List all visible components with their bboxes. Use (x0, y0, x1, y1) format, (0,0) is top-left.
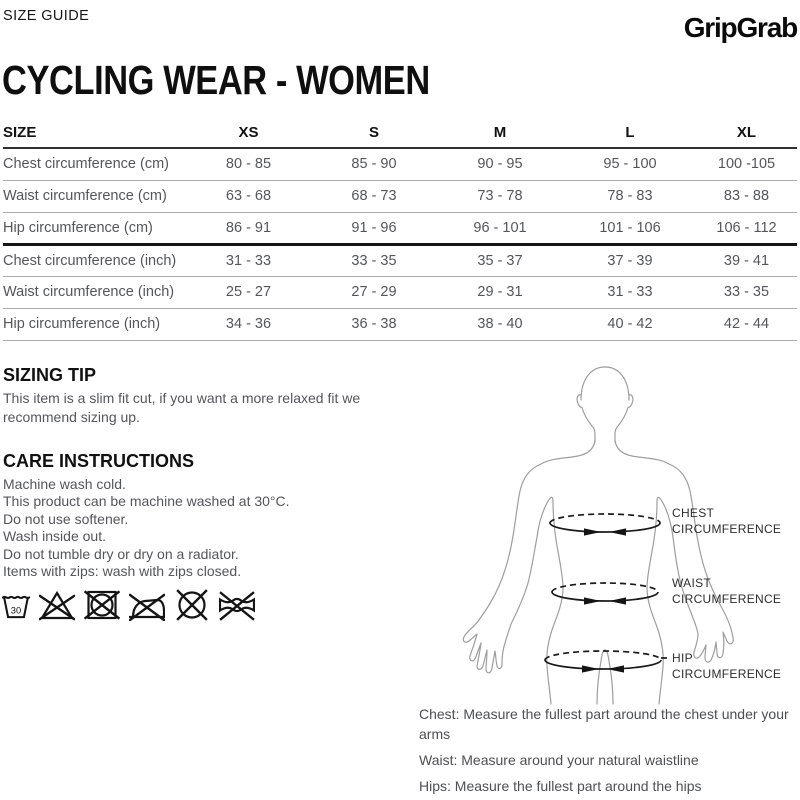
page-eyebrow: SIZE GUIDE (3, 8, 90, 24)
size-table-header-row (3, 118, 797, 148)
care-line: Machine wash cold. (3, 476, 126, 492)
waist-measure-line (552, 583, 658, 605)
do-not-bleach-icon (39, 589, 75, 621)
cell-value: 68 - 73 (312, 180, 436, 212)
col-header-xs: XS (185, 118, 312, 148)
page-title: CYCLING WEAR - WOMEN (2, 57, 430, 103)
care-line: Items with zips: wash with zips closed. (3, 563, 242, 580)
row-label: Hip circumference (inch) (3, 308, 185, 340)
care-line: Wash inside out. (3, 528, 106, 545)
cell-value: 78 - 83 (564, 180, 696, 212)
do-not-dry-clean-icon (174, 589, 210, 621)
chest-note: Chest: Measure the fullest part around the chest under your arms (419, 706, 789, 742)
cell-value: 31 - 33 (185, 244, 312, 276)
table-row (3, 244, 797, 276)
care-instructions-text (3, 476, 290, 580)
do-not-iron-icon (129, 589, 165, 621)
care-line: This product can be machine washed at 30°C. (3, 493, 290, 510)
table-row (3, 308, 797, 340)
cell-value: 83 - 88 (696, 180, 797, 212)
cell-value: 85 - 90 (312, 148, 436, 180)
machine-wash-30-icon (2, 589, 30, 621)
sizing-tip-line: This item is a slim fit cut, if you want a more relaxed fit we (3, 390, 361, 406)
cell-value: 33 - 35 (312, 244, 436, 276)
care-instructions-heading: CARE INSTRUCTIONS (3, 451, 195, 471)
cell-value: 100 -105 (696, 148, 797, 180)
col-header-xl: XL (696, 118, 797, 148)
cell-value: 29 - 31 (436, 276, 564, 308)
cell-value: 27 - 29 (312, 276, 436, 308)
do-not-tumble-dry-icon (84, 589, 120, 621)
sizing-tip-text (3, 389, 360, 427)
cell-value: 31 - 33 (564, 276, 696, 308)
care-line: Do not tumble dry or dry on a radiator. (3, 545, 239, 562)
care-line: Do not use softener. (3, 510, 129, 527)
chest-circumference-label: CHEST CIRCUMFERENCE (672, 506, 782, 536)
size-table (3, 118, 797, 341)
cell-value: 95 - 100 (564, 148, 696, 180)
row-label: Chest circumference (inch) (3, 244, 185, 276)
cell-value: 25 - 27 (185, 276, 312, 308)
cell-value: 80 - 85 (185, 148, 312, 180)
cell-value: 101 - 106 (564, 212, 696, 244)
cell-value: 40 - 42 (564, 308, 696, 340)
row-label: Hip circumference (cm) (3, 212, 185, 244)
table-row (3, 276, 797, 308)
sizing-tip-line: recommend sizing up. (3, 409, 140, 425)
wash-temperature-label: 30 (10, 605, 22, 616)
waist-circumference-label: WAIST CIRCUMFERENCE (672, 576, 782, 606)
cell-value: 91 - 96 (312, 212, 436, 244)
col-header-m: M (436, 118, 564, 148)
row-label: Waist circumference (cm) (3, 180, 185, 212)
measurement-notes (419, 704, 797, 800)
row-label: Waist circumference (inch) (3, 276, 185, 308)
do-not-wring-icon (219, 589, 255, 621)
cell-value: 42 - 44 (696, 308, 797, 340)
cell-value: 34 - 36 (185, 308, 312, 340)
sizing-tip-heading: SIZING TIP (3, 365, 97, 385)
cell-value: 36 - 38 (312, 308, 436, 340)
cell-value: 33 - 35 (696, 276, 797, 308)
cell-value: 39 - 41 (696, 244, 797, 276)
cell-value: 35 - 37 (436, 244, 564, 276)
col-header-s: S (312, 118, 436, 148)
cell-value: 37 - 39 (564, 244, 696, 276)
care-symbols-row (2, 589, 255, 621)
cell-value: 86 - 91 (185, 212, 312, 244)
cell-value: 90 - 95 (436, 148, 564, 180)
col-header-size: SIZE (3, 118, 185, 148)
chest-measure-line (550, 514, 660, 536)
cell-value: 73 - 78 (436, 180, 564, 212)
row-label: Chest circumference (cm) (3, 148, 185, 180)
cell-value: 38 - 40 (436, 308, 564, 340)
hip-circumference-label: HIP CIRCUMFERENCE (672, 651, 782, 681)
table-row (3, 148, 797, 180)
col-header-l: L (564, 118, 696, 148)
table-row (3, 212, 797, 244)
hips-note: Hips: Measure the fullest part around the hips (419, 778, 702, 794)
cell-value: 106 - 112 (696, 212, 797, 244)
table-row (3, 180, 797, 212)
gripgrab-logo: GripGrab (683, 12, 797, 43)
cell-value: 63 - 68 (185, 180, 312, 212)
cell-value: 96 - 101 (436, 212, 564, 244)
waist-note: Waist: Measure around your natural waistline (419, 752, 699, 768)
